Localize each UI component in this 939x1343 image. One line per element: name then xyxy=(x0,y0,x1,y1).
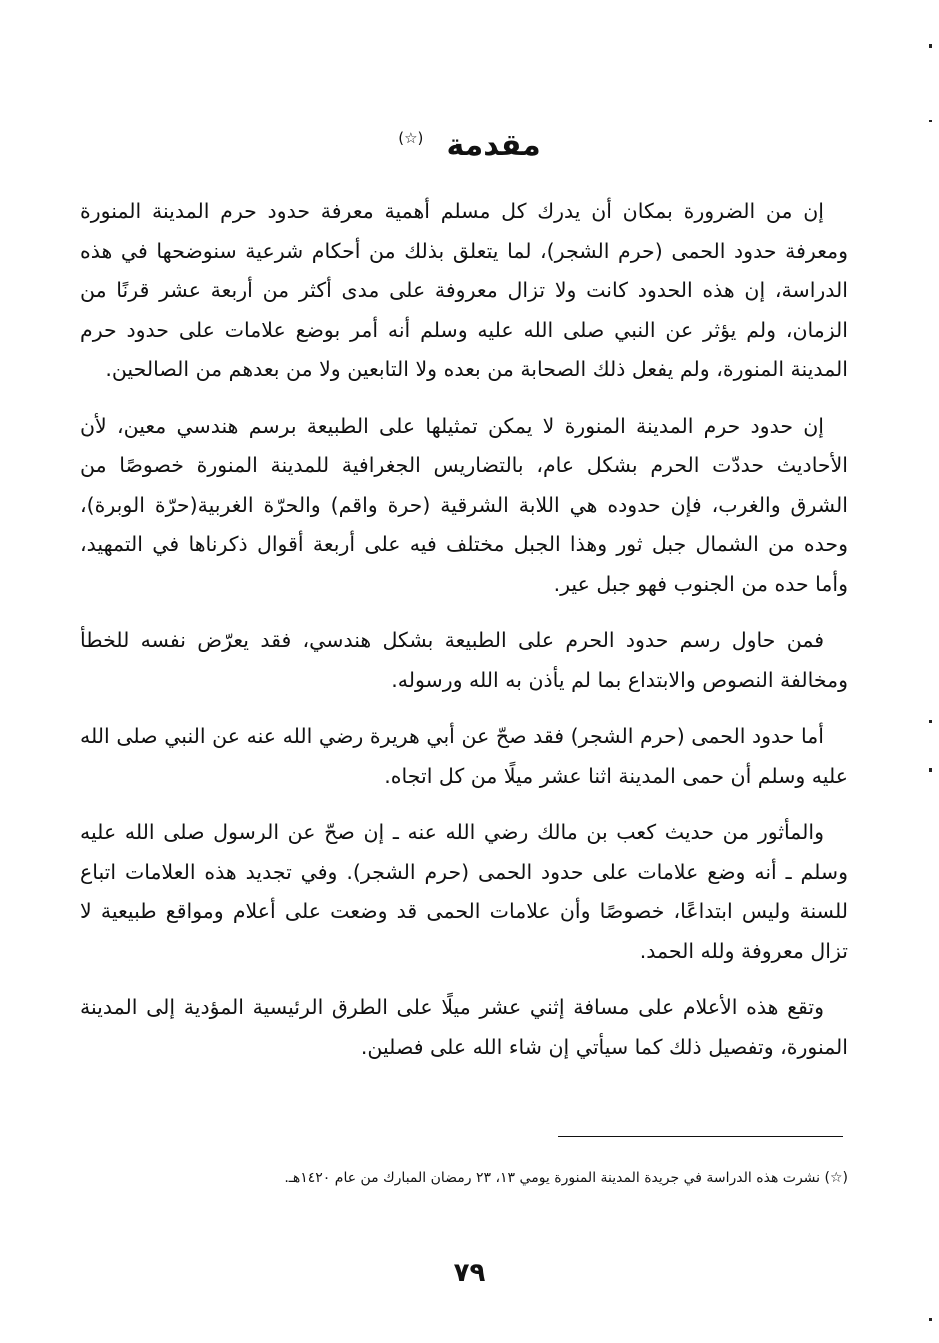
paragraph: والمأثور من حديث كعب بن مالك رضي الله عنه ـ إن صحّ عن الرسول صلى الله عليه وسلم ـ أنه وضع علامات على حدود الحمى (حرم الشجر). وفي تجديد هذه العلامات اتباع للسنة وليس ابتداعًا، خصوصًا وأن علامات الحمى قد وضعت على أعلام ومواقع طبيعية لا تزال معروفة ولله الحمد. xyxy=(80,820,848,963)
footnote: (☆) نشرت هذه الدراسة في جريدة المدينة المنورة يومي ١٣، ٢٣ رمضان المبارك من عام ١٤٢٠هـ. xyxy=(284,1170,848,1186)
scan-edge-mark xyxy=(929,120,932,122)
section-heading xyxy=(0,128,939,163)
scan-edge-mark xyxy=(929,768,932,772)
paragraph: إن من الضرورة بمكان أن يدرك كل مسلم أهمية معرفة حدود حرم المدينة المنورة ومعرفة حدود الحمى (حرم الشجر)، لما يتعلق بذلك من أحكام شرعية سنوضحها في هذه الدراسة، إن هذه الحدود كانت ولا تزال معروفة على مدى أكثر من أربعة عشر قرنًا من الزمان، ولم يؤثر عن النبي صلى الله عليه وسلم أنه أمر بوضع علامات على حدود حرم المدينة المنورة، ولم يفعل ذلك الصحابة من بعده ولا التابعين ولا من بعدهم من الصالحين. xyxy=(80,199,848,381)
paragraph: وتقع هذه الأعلام على مسافة إثني عشر ميلًا على الطرق الرئيسية المؤدية إلى المدينة المنورة، وتفصيل ذلك كما سيأتي إن شاء الله على فصلين. xyxy=(80,995,848,1059)
footnote-separator xyxy=(558,1136,843,1137)
scan-edge-mark xyxy=(929,720,932,723)
footnote-marker: (☆) xyxy=(398,128,424,147)
scan-edge-mark xyxy=(929,1318,932,1321)
paragraph: فمن حاول رسم حدود الحرم على الطبيعة بشكل هندسي، فقد يعرّض نفسه للخطأ ومخالفة النصوص والابتداع بما لم يأذن به الله ورسوله. xyxy=(80,628,848,692)
paragraph: إن حدود حرم المدينة المنورة لا يمكن تمثيلها على الطبيعة برسم هندسي معين، لأن الأحاديث حددّت الحرم بشكل عام، بالتضاريس الجغرافية للمدينة المنورة خصوصًا من الشرق والغرب، فإن حدوده هي اللابة الشرقية (حرة واقم) والحرّة الغربية(حرّة الوبرة)، وحده من الشمال جبل ثور وهذا الجبل مختلف فيه على أربعة أقوال ذكرناها في التمهيد، وأما حده من الجنوب فهو جبل عير. xyxy=(80,413,848,596)
body-text xyxy=(80,192,848,1084)
scan-edge-mark xyxy=(929,44,932,48)
paragraph: أما حدود الحمى (حرم الشجر) فقد صحّ عن أبي هريرة رضي الله عنه عن النبي صلى الله عليه وسلم أن حمى المدينة اثنا عشر ميلًا من كل اتجاه. xyxy=(80,724,848,788)
page-number: ٧٩ xyxy=(453,1258,486,1288)
heading-title: مقدمة xyxy=(446,128,541,163)
